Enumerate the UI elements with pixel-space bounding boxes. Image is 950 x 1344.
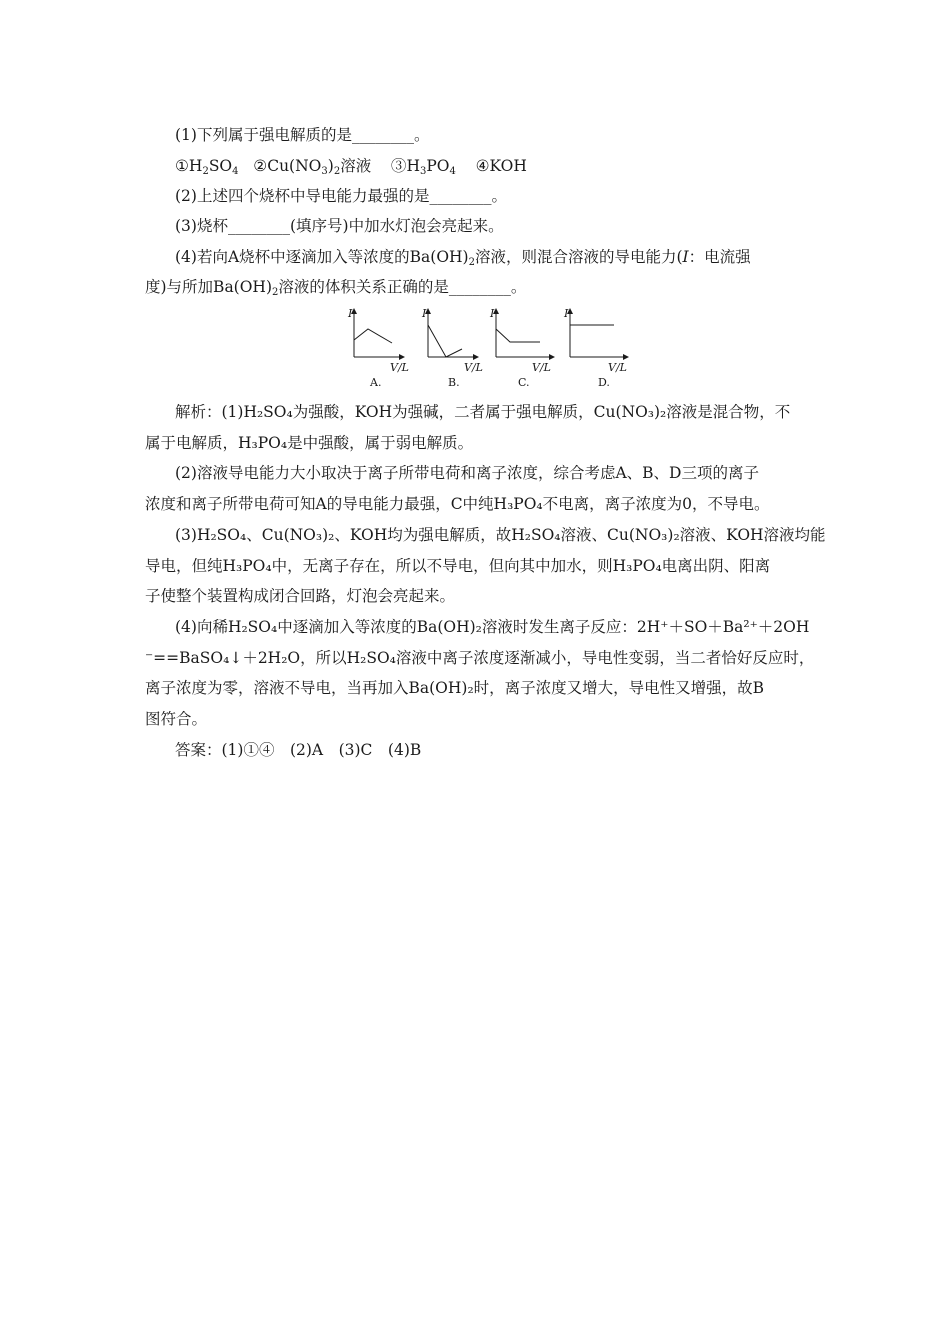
graph-d-option-label: D. (598, 376, 610, 389)
graph-b-curve (428, 325, 462, 357)
answer-blank: ________ (351, 126, 414, 144)
answer-line: 答案：(1)①④ (2)A (3)C (4)B (175, 741, 422, 759)
option-3-mark: ③ (390, 157, 407, 175)
graph-c-x-label: V/L (532, 361, 551, 374)
options-line (175, 156, 815, 176)
graph-b (421, 307, 483, 389)
graph-a-option-label: A. (370, 376, 382, 389)
graph-a-y-label: I (348, 307, 353, 320)
graph-options-svg (344, 305, 644, 395)
analysis-4-line-4: 图符合。 (145, 710, 208, 728)
question-4-line-1: (4)若向A烧杯中逐滴加入等浓度的$Ba(OH)_2$溶液，则混合溶液的导电能力(I：电流强 (175, 248, 751, 268)
graph-c-curve (496, 329, 540, 342)
question-2-suffix: 。 (491, 187, 507, 205)
analysis-3-line-2: 导电，但纯H₃PO₄中，无离子存在，所以不导电，但向其中加水，则H₃PO₄电离出阴、阳离 (145, 557, 771, 575)
analysis-3-line-1: (3)H₂SO₄、Cu(NO₃)₂、KOH均为强电解质，故H₂SO₄溶液、Cu(NO₃)₂溶液、KOH溶液均能 (175, 526, 826, 544)
analysis-4-line-3: 离子浓度为零，溶液不导电，当再加入Ba(OH)₂时，离子浓度又增大，导电性又增强，故B (145, 679, 765, 697)
graph-d-y-label: I (564, 307, 569, 320)
option-2-formula: $Cu(NO_3)_2$溶液 (267, 157, 372, 177)
question-3 (175, 216, 815, 236)
graph-a-x-label: V/L (390, 361, 409, 374)
graph-c-option-label: C. (518, 376, 530, 389)
option-4-mark: ④ (475, 157, 490, 175)
question-1-text: (1)下列属于强电解质的是 (175, 126, 352, 144)
option-2-mark: ② (253, 157, 268, 175)
analysis-4-line-1: (4)向稀H₂SO₄中逐滴加入等浓度的Ba(OH)₂溶液时发生离子反应：2H⁺＋SO＋Ba²⁺＋2OH (175, 618, 810, 636)
graph-c-y-label: I (490, 307, 495, 320)
graph-b-option-label: B. (448, 376, 460, 389)
graph-d (563, 307, 627, 389)
analysis-4-line-2: ⁻==BaSO₄↓＋2H₂O，所以H₂SO₄溶液中离子浓度逐渐减小，导电性变弱，当二者恰好反应时， (145, 649, 815, 667)
option-1-formula: $H_2SO_4$ (188, 157, 239, 177)
question-3-suffix: (填序号)中加水灯泡会亮起来。 (289, 217, 504, 235)
analysis-2-line-1: (2)溶液导电能力大小取决于离子所带电荷和离子浓度，综合考虑A、B、D三项的离子 (175, 464, 759, 482)
analysis-1-line-2: 属于电解质，H₃PO₄是中强酸，属于弱电解质。 (145, 434, 474, 452)
analysis-1-line-1: 解析：(1)H₂SO₄为强酸，KOH为强碱，二者属于强电解质，Cu(NO₃)₂溶液是混合物，不 (175, 403, 791, 421)
question-3-prefix: (3)烧杯 (175, 217, 228, 235)
graph-options (344, 305, 644, 395)
option-4-formula: KOH (489, 157, 527, 175)
graph-b-x-label: V/L (464, 361, 483, 374)
option-1-mark: ① (175, 157, 189, 175)
question-2-text: (2)上述四个烧杯中导电能力最强的是 (175, 187, 430, 205)
graph-a (347, 307, 409, 389)
analysis-3-line-3: 子使整个装置构成闭合回路，灯泡会亮起来。 (145, 587, 456, 605)
graph-c (489, 307, 552, 389)
question-4-line-2: 度)与所加$Ba(OH)_2$溶液的体积关系正确的是________。 (145, 278, 527, 298)
analysis-2-line-2: 浓度和离子所带电荷可知A的导电能力最强，C中纯H₃PO₄不电离，离子浓度为0，不导电。 (145, 495, 770, 513)
graph-b-y-label: I (422, 307, 427, 320)
answer-blank: ________ (429, 187, 492, 205)
option-3-formula: $H_3PO_4$ (406, 157, 456, 177)
answer-blank: ________ (448, 278, 511, 296)
answer-blank: ________ (227, 217, 290, 235)
question-1-suffix: 。 (413, 126, 430, 144)
question-2 (175, 186, 815, 206)
graph-d-x-label: V/L (608, 361, 627, 374)
question-1 (175, 125, 815, 145)
graph-a-curve (354, 329, 392, 343)
